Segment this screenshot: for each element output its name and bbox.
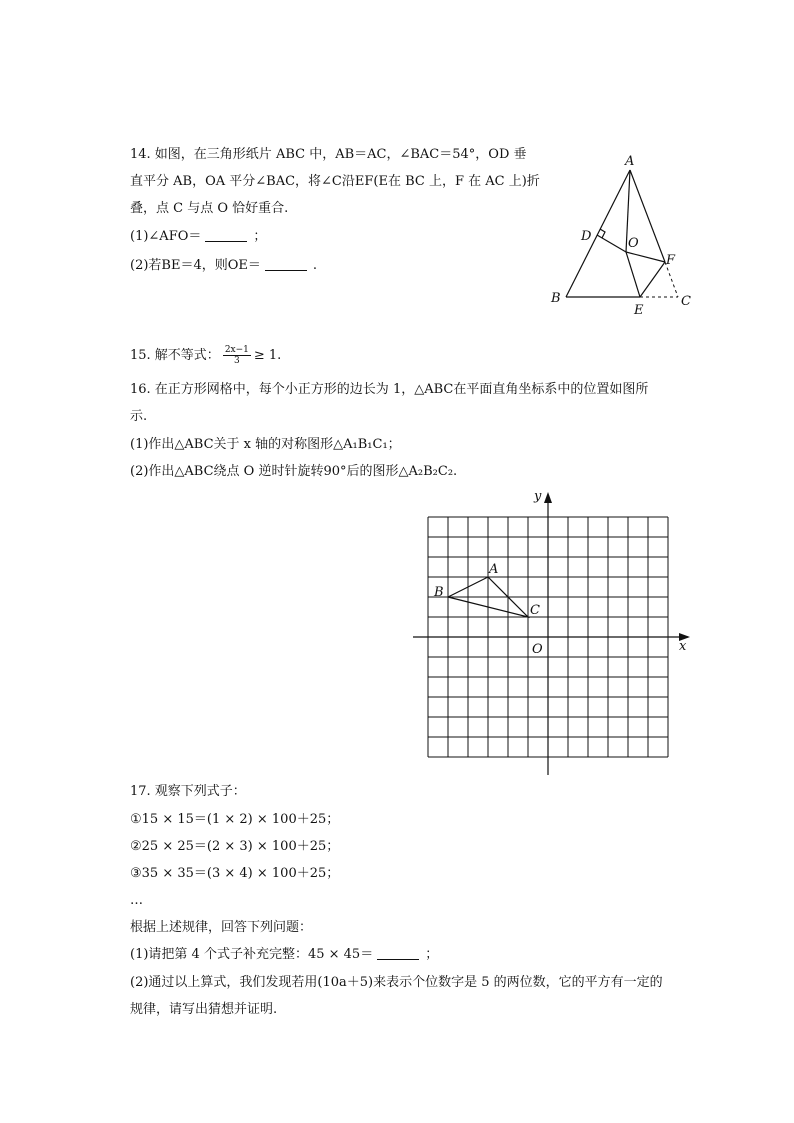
q17-eq1: ①15 × 15＝(1 × 2) × 100＋25； [130, 812, 340, 827]
grid-label-O: O [532, 642, 543, 657]
q14-part1-text: (1)∠AFO＝ [130, 229, 202, 244]
label-B: B [551, 291, 561, 306]
q15-prefix: 15. 解不等式： [130, 348, 220, 363]
q14-line1: 14. 如图，在三角形纸片 ABC 中，AB＝AC，∠BAC＝54°，OD 垂 [130, 147, 527, 162]
q15-frac-numerator: 2x−1 [224, 345, 249, 355]
q17-part1-text: (1)请把第 4 个式子补充完整：45 × 45＝ [130, 947, 374, 962]
q15-line [130, 345, 281, 367]
label-F: F [666, 253, 676, 268]
q15-suffix: ≥ 1. [253, 348, 282, 363]
q15-fraction [223, 345, 251, 366]
axis-label-x: x [679, 639, 687, 654]
q16-line2: 示. [130, 409, 148, 424]
label-C: C [681, 294, 691, 309]
label-O: O [628, 236, 639, 251]
q17-title: 17. 观察下列式子： [130, 784, 246, 799]
q17-eq2: ②25 × 25＝(2 × 3) × 100＋25； [130, 839, 340, 854]
q14-part2 [130, 257, 317, 275]
grid-label-A: A [489, 562, 499, 577]
q17-instruction: 根据上述规律，回答下列问题： [130, 920, 313, 935]
axis-label-y: y [534, 489, 542, 504]
q17-part1-end: ； [425, 947, 439, 962]
q17-part1-blank[interactable] [377, 947, 419, 960]
q14-part1-blank[interactable] [205, 229, 247, 242]
q14-part1-end: ； [253, 229, 267, 244]
q16-part2: (2)作出△ABC绕点 O 逆时针旋转90°后的图形△A₂B₂C₂. [130, 464, 458, 479]
q14-part2-text: (2)若BE＝4，则OE＝ [130, 258, 261, 273]
grid-label-C: C [530, 603, 540, 618]
q15-frac-denominator: 3 [233, 356, 240, 366]
label-D: D [581, 229, 592, 244]
q16-line1: 16. 在正方形网格中，每个小正方形的边长为 1，△ABC在平面直角坐标系中的位置如图所 [130, 382, 649, 397]
grid-label-B: B [434, 585, 444, 600]
q17-part2-line1: (2)通过以上算式，我们发现若用(10a＋5)来表示个位数字是 5 的两位数，它的平方有一定的 [130, 975, 663, 990]
q14-part1 [130, 228, 266, 246]
q17-eq3: ③35 × 35＝(3 × 4) × 100＋25； [130, 866, 340, 881]
q14-line3: 叠，点 C 与点 O 恰好重合. [130, 201, 289, 216]
q14-line2: 直平分 AB，OA 平分∠BAC，将∠C沿EF(E在 BC 上，F 在 AC 上)折 [130, 174, 540, 189]
label-A: A [625, 154, 635, 169]
q14-part2-blank[interactable] [265, 258, 307, 271]
q14-part2-end: . [312, 258, 318, 273]
q17-part1 [130, 946, 438, 964]
q16-coordinate-grid [405, 485, 705, 780]
label-E: E [634, 303, 644, 318]
q17-part2-line2: 规律，请写出猜想并证明. [130, 1002, 278, 1017]
q17-dots: … [130, 893, 143, 908]
q16-part1: (1)作出△ABC关于 x 轴的对称图形△A₁B₁C₁； [130, 437, 401, 452]
q14-triangle-figure [540, 150, 710, 320]
